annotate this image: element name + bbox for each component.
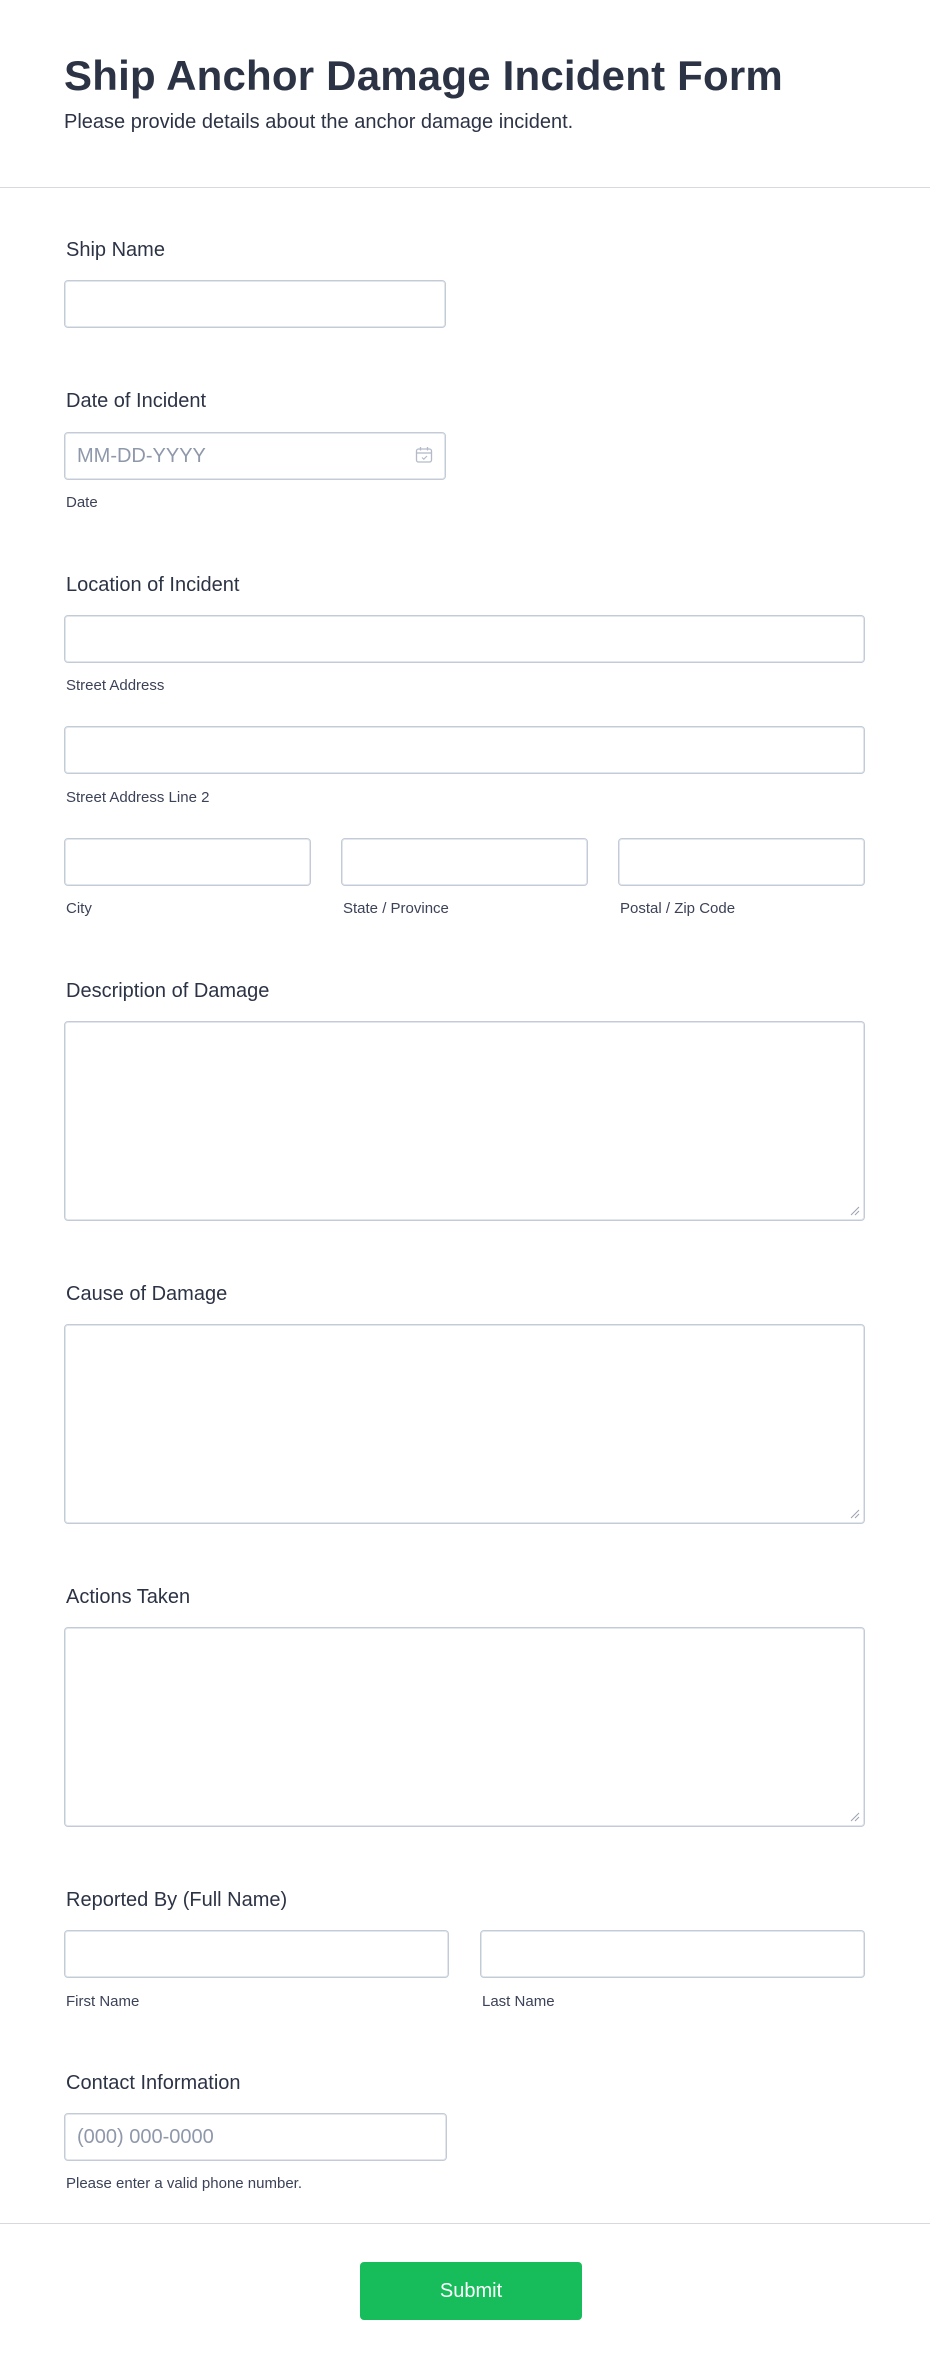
actions-textarea[interactable] bbox=[64, 1627, 865, 1827]
first-name-sublabel: First Name bbox=[66, 1993, 140, 2010]
street-address-sublabel: Street Address bbox=[66, 677, 165, 694]
location-label: Location of Incident bbox=[66, 574, 240, 596]
phone-sublabel: Please enter a valid phone number. bbox=[66, 2175, 302, 2192]
street-address-2-input[interactable] bbox=[64, 726, 865, 774]
resize-grip-icon[interactable] bbox=[850, 1812, 860, 1822]
state-input[interactable] bbox=[341, 838, 588, 886]
street-address-input[interactable] bbox=[64, 615, 865, 663]
city-sublabel: City bbox=[66, 900, 92, 917]
page-subtitle: Please provide details about the anchor damage incident. bbox=[64, 111, 574, 133]
cause-label: Cause of Damage bbox=[66, 1283, 228, 1305]
resize-grip-icon[interactable] bbox=[850, 1509, 860, 1519]
form-header bbox=[0, 0, 930, 188]
last-name-sublabel: Last Name bbox=[482, 1993, 555, 2010]
contact-label: Contact Information bbox=[66, 2072, 241, 2094]
ship-name-label: Ship Name bbox=[66, 239, 165, 261]
date-sublabel: Date bbox=[66, 494, 98, 511]
date-of-incident-label: Date of Incident bbox=[66, 390, 207, 412]
city-input[interactable] bbox=[64, 838, 311, 886]
date-input[interactable] bbox=[64, 432, 446, 480]
ship-name-input[interactable] bbox=[64, 280, 446, 328]
last-name-input[interactable] bbox=[480, 1930, 865, 1978]
postal-code-input[interactable] bbox=[618, 838, 865, 886]
submit-button[interactable]: Submit bbox=[360, 2262, 582, 2320]
state-sublabel: State / Province bbox=[343, 900, 449, 917]
actions-label: Actions Taken bbox=[66, 1586, 191, 1608]
postal-code-sublabel: Postal / Zip Code bbox=[620, 900, 736, 917]
reported-by-label: Reported By (Full Name) bbox=[66, 1889, 288, 1911]
first-name-input[interactable] bbox=[64, 1930, 449, 1978]
cause-textarea[interactable] bbox=[64, 1324, 865, 1524]
calendar-icon[interactable] bbox=[415, 446, 433, 464]
description-textarea[interactable] bbox=[64, 1021, 865, 1221]
phone-input[interactable] bbox=[64, 2113, 447, 2161]
page-title: Ship Anchor Damage Incident Form bbox=[64, 52, 783, 99]
resize-grip-icon[interactable] bbox=[850, 1206, 860, 1216]
form-footer bbox=[0, 2223, 930, 2371]
street-address-2-sublabel: Street Address Line 2 bbox=[66, 789, 210, 806]
description-label: Description of Damage bbox=[66, 980, 270, 1002]
